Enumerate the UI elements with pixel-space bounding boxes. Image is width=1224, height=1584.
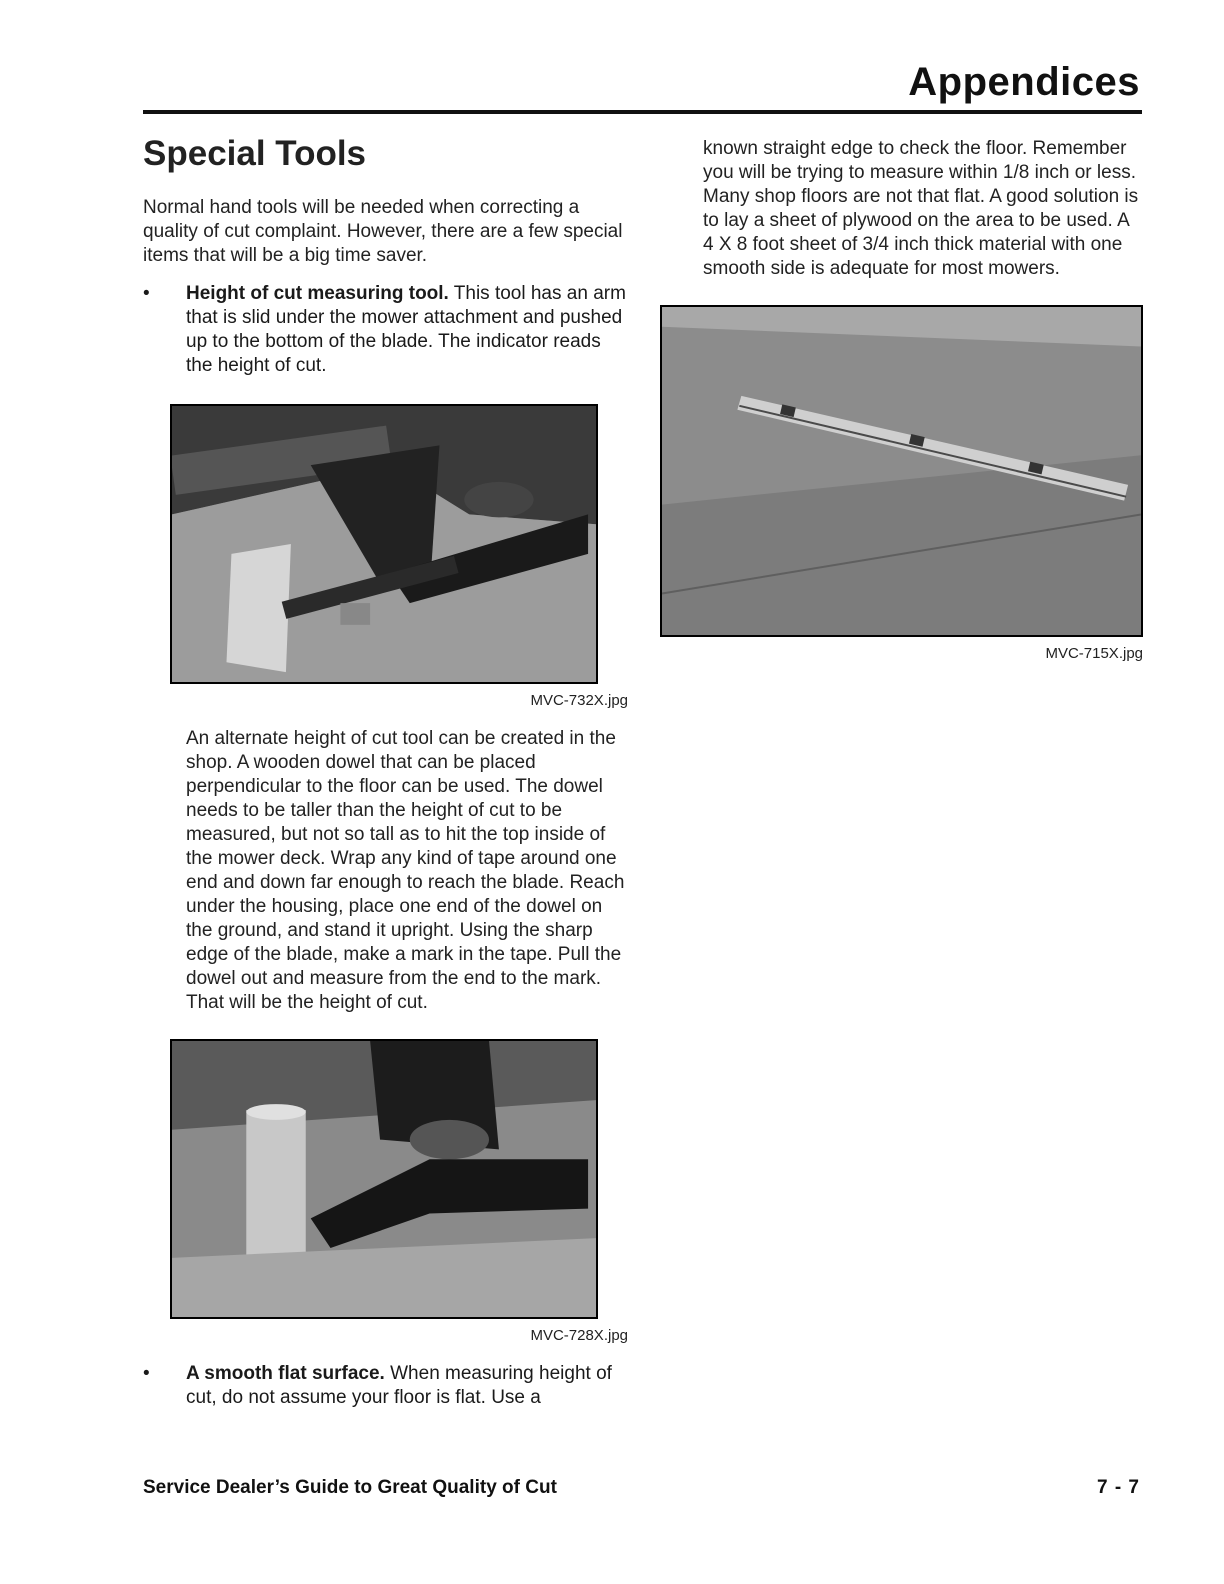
footer-title: Service Dealer’s Guide to Great Quality of Cut: [143, 1477, 557, 1498]
left-column: [143, 130, 628, 1410]
header-rule: [143, 110, 1142, 114]
bullet-marker: •: [143, 1363, 150, 1384]
figure1-caption: MVC-732X.jpg: [530, 692, 628, 709]
bullet-height-tool-text: This tool has an arm that is slid under the mower attachment and pushed up to the bottom of the blade. The indicator reads the height of cut.: [186, 283, 626, 376]
figure3-caption: MVC-715X.jpg: [1045, 645, 1143, 662]
right-column: [703, 137, 1143, 662]
bullet-marker: •: [143, 283, 150, 304]
section-title: Appendices: [908, 60, 1140, 104]
bullet-height-tool-title: Height of cut measuring tool.: [186, 283, 449, 304]
alternate-tool-paragraph: An alternate height of cut tool can be created in the shop. A wooden dowel that can be placed perpendicular to the floor can be used. The dowel needs to be taller than the height of cut to be measured, but not so tall as to hit the top inside of the mower deck. Wrap any kind of tape around one end and down far enough to reach the blade. Reach under the housing, place one end of the dowel on the ground, and stand it upright. Using the sharp edge of the blade, make a mark in the tape. Pull the dowel out and measure from the end to the mark. That will be the height of cut.: [186, 728, 625, 1013]
photo-level-floor: [660, 305, 1143, 637]
bullet-flat-surface-text: When measuring height of cut, do not assume your floor is flat. Use a: [186, 1363, 612, 1408]
bullet-flat-surface: [143, 1362, 628, 1410]
plywood-paragraph: known straight edge to check the floor. Remember you will be trying to measure within 1/8 inch or less. Many shop floors are not that flat. A good solution is to lay a sheet of plywood on the area to be used. A 4 X 8 foot sheet of 3/4 inch thick material with one smooth side is adequate for most mowers.: [703, 138, 1139, 279]
bullet-flat-surface-title: A smooth flat surface.: [186, 1363, 385, 1384]
bullet-height-tool: [143, 282, 628, 378]
photo-height-tool: [170, 404, 598, 684]
page-number: 7 - 7: [1096, 1477, 1140, 1498]
intro-paragraph: Normal hand tools will be needed when correcting a quality of cut complaint. However, there are a few special items that will be a big time saver.: [143, 197, 623, 266]
page-heading: Special Tools: [143, 134, 367, 173]
photo-dowel-tool: [170, 1039, 598, 1319]
figure2-caption: MVC-728X.jpg: [530, 1327, 628, 1344]
